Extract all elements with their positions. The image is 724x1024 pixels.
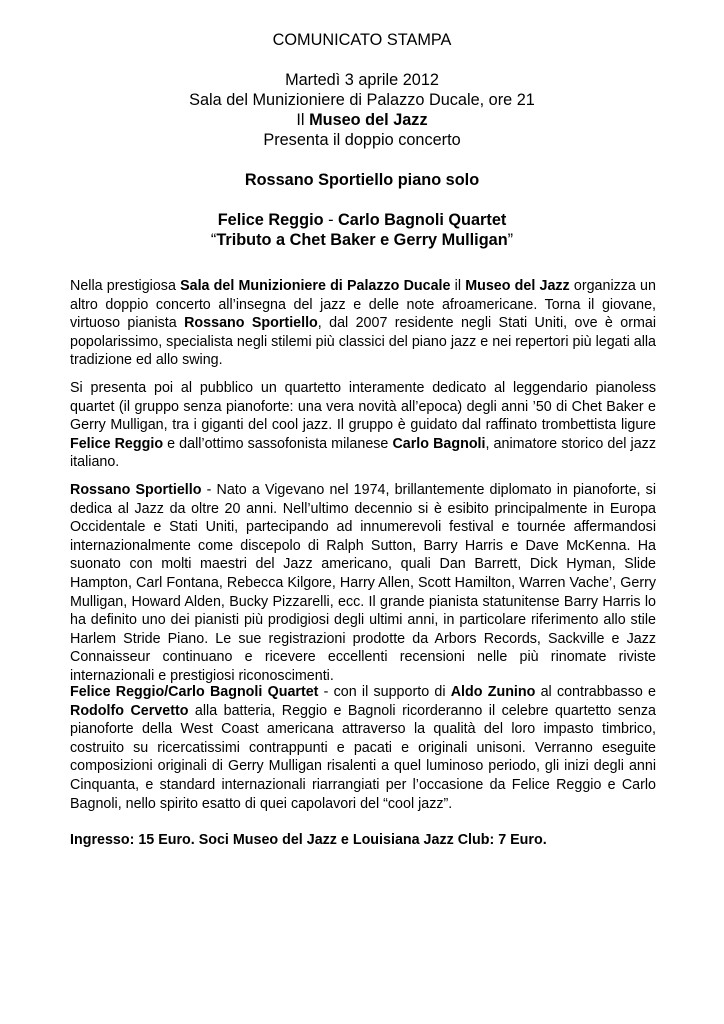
event-venue: Sala del Munizioniere di Palazzo Ducale, ore 21 bbox=[189, 91, 535, 109]
act-one-title: Rossano Sportiello piano solo bbox=[244, 171, 480, 189]
p2-text-3: , animatore storico del jazz italiano. bbox=[70, 435, 656, 471]
bassist-name: Aldo Zunino bbox=[450, 684, 536, 700]
presenter-name: Museo del Jazz bbox=[309, 111, 428, 129]
paragraph-sportiello-bio bbox=[70, 481, 656, 686]
event-date: Martedì 3 aprile 2012 bbox=[285, 71, 439, 89]
p2-text-2: e dall’ottimo sassofonista milanese bbox=[167, 435, 389, 452]
paragraph-quartet-bio bbox=[70, 683, 656, 813]
presents-line: Presenta il doppio concerto bbox=[263, 131, 461, 149]
paragraph-quartet bbox=[70, 379, 656, 472]
p1-text-1: Nella prestigiosa bbox=[70, 278, 176, 294]
trumpeter-name: Felice Reggio bbox=[70, 435, 164, 452]
p1-text-3: organizza un altro doppio concerto all’insegna del jazz e delle note afroamericane. Torna il giovane, virtuoso pianista bbox=[70, 278, 656, 332]
p4-text-2: al contrabbasso e bbox=[540, 684, 656, 700]
pianist-name: Rossano Sportiello bbox=[184, 315, 318, 332]
p1-text-2: il bbox=[454, 278, 462, 294]
bio-name-sportiello: Rossano Sportiello bbox=[70, 482, 202, 498]
bio-name-quartet: Felice Reggio/Carlo Bagnoli Quartet bbox=[70, 684, 319, 700]
act-two-leader-b: Carlo Bagnoli Quartet bbox=[338, 211, 507, 229]
venue-name: Sala del Munizioniere di Palazzo Ducale bbox=[180, 278, 451, 294]
tribute-close-quote: ” bbox=[507, 231, 514, 249]
tribute-title: Tributo a Chet Baker e Gerry Mulligan bbox=[216, 231, 508, 249]
act-two-separator: - bbox=[328, 211, 334, 229]
p4-text-1: - con il supporto di bbox=[323, 684, 446, 700]
doc-type-heading: COMUNICATO STAMPA bbox=[272, 31, 452, 49]
organizer-name: Museo del Jazz bbox=[465, 278, 570, 294]
p1-text-4: , dal 2007 residente negli Stati Uniti, ove è ormai popolarissimo, specialista negli stilemi più classici del piano jazz e nei repertori più legati alla tradizione ed allo swing. bbox=[70, 315, 656, 369]
press-release-header bbox=[0, 30, 724, 250]
presenter-prefix: Il bbox=[296, 111, 305, 129]
tribute-line bbox=[0, 230, 724, 250]
tribute-open-quote: “ bbox=[210, 231, 217, 249]
act-two-title bbox=[0, 210, 724, 230]
p3-text-1: - Nato a Vigevano nel 1974, brillantemente diplomato in pianoforte, si dedica al Jazz da oltre 20 anni. Nell’ultimo decennio si è esibito principalmente in Europa Occidentale e Stati Uniti, partecipando ad innumerevoli festival e tournée affermandosi internazionalmente come discepolo di Ralph Sutton, Barry Harris e Dave McKenna. Ha suonato con molti maestri del Jazz americano, quali Dan Barrett, Dick Hyman, Slide Hampton, Carl Fontana, Rebecca Kilgore, Harry Allen, Scott Hamilton, Warren Vache’, Gerry Mulligan, Howard Alden, Bucky Pizzarelli, ecc. Il grande pianista statunitense Barry Harris lo ha definito uno dei pianisti più prodigiosi degli ultimi anni, in particolare riferimento allo stile Harlem Stride Piano. Le sue registrazioni prodotte da Arbors Records, Sackville e Jazz Connaisseur continuano e ricevere eccellenti recensioni nelle più rinomate riviste internazionali e prestigiosi riconoscimenti. bbox=[70, 482, 656, 684]
presenter-line bbox=[0, 110, 724, 130]
act-two-leader-a: Felice Reggio bbox=[217, 211, 324, 229]
p2-text-1: Si presenta poi al pubblico un quartetto interamente dedicato al leggendario pianoless quartet (il gruppo senza pianoforte: una vera novità all’epoca) degli anni ’50 di Chet Baker e Gerry Mulligan, tra i giganti del cool jazz. Il gruppo è guidato dal raffinato trombettista ligure bbox=[70, 380, 656, 434]
p4-text-3: alla batteria, Reggio e Bagnoli ricorderanno il celebre quartetto senza pianoforte della West Coast americana attraverso la qualità del loro impasto timbrico, costruito su ricercatissimi contrappunti e pacati e originali unisoni. Verranno eseguite composizioni originali di Gerry Mulligan risalenti a quel luminoso periodo, gli inizi degli anni Cinquanta, e standard internazionali riarrangiati per l’occasione da Felice Reggio e Carlo Bagnoli, nello spirito esatto di quei capolavori del “cool jazz”. bbox=[70, 702, 656, 812]
drummer-name: Rodolfo Cervetto bbox=[70, 702, 189, 719]
saxophonist-name: Carlo Bagnoli bbox=[392, 435, 486, 452]
admission-info: Ingresso: 15 Euro. Soci Museo del Jazz e Louisiana Jazz Club: 7 Euro. bbox=[70, 832, 547, 848]
paragraph-intro bbox=[70, 277, 656, 370]
